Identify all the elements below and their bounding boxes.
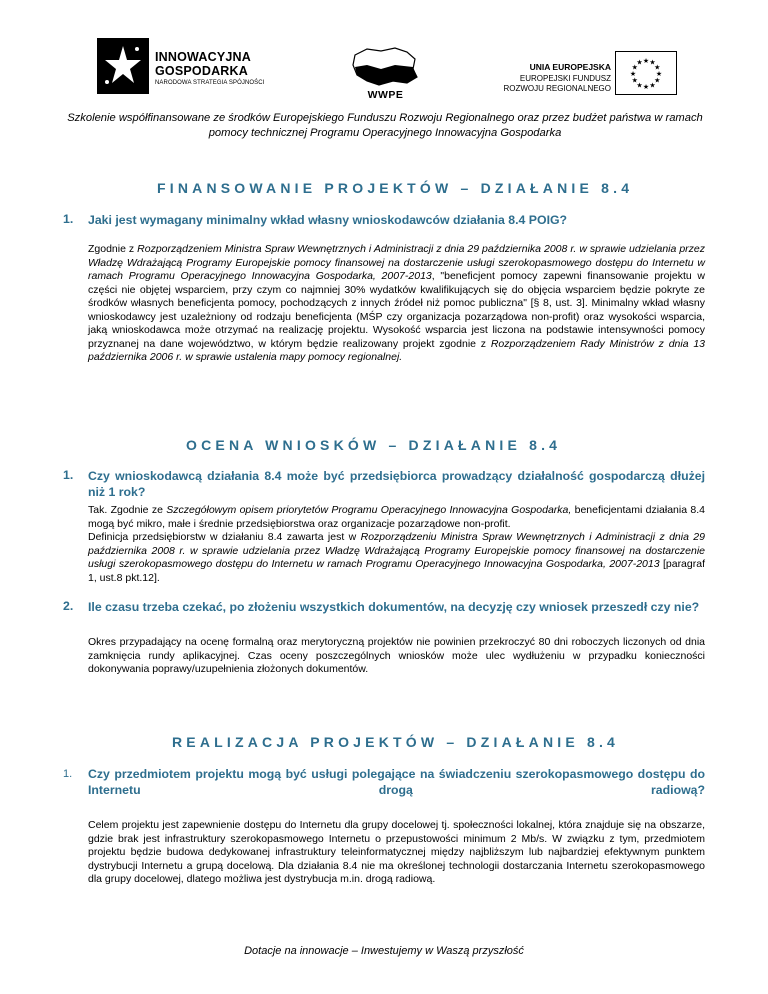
question-number: 1.: [63, 768, 73, 780]
star-logo-icon: [97, 38, 149, 94]
question-number: 1.: [63, 468, 74, 482]
eu-star-icon: ★: [654, 63, 661, 72]
wwpe-logo: [343, 45, 428, 105]
eu-star-icon: ★: [642, 83, 650, 91]
eu-star-icon: ★: [642, 57, 650, 65]
eu-line1: UNIA EUROPEJSKA: [529, 62, 611, 72]
eu-line2: EUROPEJSKI FUNDUSZ: [519, 74, 611, 83]
question-text: Czy wnioskodawcą działania 8.4 może być przedsiębiorca prowadzący działalność gospodarczą dłużej niż 1 rok?: [88, 469, 705, 499]
section-heading-realizacja: REALIZACJA PROJEKTÓW – DZIAŁANIE 8.4: [172, 734, 620, 750]
question-number: 2.: [63, 599, 74, 613]
question-text: Ile czasu trzeba czekać, po złożeniu wszystkich dokumentów, na decyzję czy wniosek przeszedł czy nie?: [88, 600, 700, 614]
answer-text: [88, 504, 705, 585]
answer-part: beneficjentami działania 8.4 mogą być mikro, małe i średnie przedsiębiorstwa oraz organizacje pozarządowe non-profit.: [88, 504, 705, 530]
answer-paragraph: [88, 504, 705, 531]
eu-star-icon: ★: [654, 76, 661, 85]
eu-star-icon: ★: [629, 70, 637, 78]
wwpe-label: WWPE: [367, 89, 404, 101]
answer-part: [paragraf 1, ust.8 pkt.12].: [88, 558, 705, 584]
question-text: Jaki jest wymagany minimalny wkład własny wnioskodawców działania 8.4 POIG?: [88, 213, 568, 227]
eu-flag-icon: [615, 51, 677, 95]
answer-text: Okres przypadający na ocenę formalną oraz merytoryczną projektów nie powinien przekroczyć 80 dni roboczych liczonych od dnia zamknięcia rundy aplikacyjnej. Czas oceny poszczególnych wniosków może ulec wydłużeniu w przypadku konieczności dokonywania poprawy/uzupełnienia złożonych dokumentów.: [88, 636, 705, 675]
answer-part: , "beneficjent pomocy zapewni finansowanie projektu w części nie objętej wsparciem, przy czym co najmniej 30% wydatków kwalifikujących się do objęcia wsparciem będzie pokryte ze środków własnych beneficjenta pomocy, pochodzących z innych źródeł niż pomoc publiczna" [§ 8, ust. 3]. Minimalny wkład własny wnioskodawcy jest uzależniony od rodzaju beneficjenta (MŚP czy organizacja pozarządowa non-profit) oraz wysokości wsparcia, jaką wnioskodawca może otrzymać na realizację projektu. Wysokość wsparcia jest liczona na podstawie intensywności pomocy przyznanej na dane województwo, w którym będzie realizowany projekt zgodnie z: [88, 270, 705, 350]
question-text-content: Czy przedmiotem projektu mogą być usługi polegające na świadczeniu szerokopasmowego dostępu do Internetu drogą radiową?: [88, 767, 705, 797]
logo-ig-line1: INNOWACYJNA: [155, 50, 251, 64]
answer-text: [88, 243, 705, 365]
question-number: 1.: [63, 212, 74, 226]
eu-star-icon: ★: [636, 81, 643, 90]
answer-paragraph: [88, 531, 705, 585]
answer-citation: Rozporządzeniu Ministra Spraw Wewnętrznych i Administracji z dnia 29 października 2008 r. w sprawie udzielania przez Władzę Wdrażającą Programy Europejskie pomocy finansowej na dostarczenie usługi szerokopasmowego dostępu do Internetu w ramach Programu Operacyjnego Innowacyjna Gospodarka, 2007-2013: [88, 531, 705, 570]
answer-part: Definicja przedsiębiorstw w działaniu 8.4 zawarta jest w: [88, 531, 361, 543]
logo-ig-line3: NARODOWA STRATEGIA SPÓJNOŚCI: [155, 80, 265, 86]
answer-text: Celem projektu jest zapewnienie dostępu do Internetu dla grupy docelowej tj. społeczności lokalnej, która znajduje się na obszarze, gdzie brak jest infrastruktury szerokopasmowego Internetu o przepustowości minimum 2 Mb/s. W związku z tym, przedmiotem projektu będzie budowa dedykowanej infrastruktury teleinformatycznej między najbliższym lub najbardziej efektywnym punktem dystrybucji Internetu a grupą docelową. Dla działania 8.4 nie ma określonej technologii dostarczania Internetu szerokopasmowego dla grupy docelowej, dlatego możliwa jest dystrybucja m.in. drogą radiową.: [88, 819, 705, 885]
question-text: [88, 766, 705, 798]
innowacyjna-gospodarka-logo: [97, 38, 272, 98]
logo-ig-line2: GOSPODARKA: [155, 64, 248, 78]
eu-line3: ROZWOJU REGIONALNEGO: [503, 84, 611, 93]
answer-citation: Rozporządzeniem Rady Ministrów z dnia 13 października 2006 r. w sprawie ustalenia mapy pomocy regionalnej.: [88, 337, 706, 363]
poland-map-icon: [349, 45, 421, 87]
eu-star-icon: ★: [655, 70, 663, 78]
eu-star-icon: ★: [649, 58, 656, 67]
section-heading-ocena: OCENA WNIOSKÓW – DZIAŁANIE 8.4: [186, 437, 562, 453]
eu-star-icon: ★: [636, 58, 643, 67]
answer-part: Tak. Zgodnie ze: [88, 504, 167, 516]
eu-star-icon: ★: [649, 81, 656, 90]
eu-star-icon: ★: [631, 63, 638, 72]
eu-star-icon: ★: [631, 76, 638, 85]
answer-part: Zgodnie z: [88, 243, 138, 255]
answer-citation: Rozporządzeniem Ministra Spraw Wewnętrznych i Administracji z dnia 29 października 2008 r. w sprawie udzielania przez Władzę Wdrażającą Programy Europejskie pomocy finansowej na dostarczenie usługi szerokopasmowego dostępu do Internetu w ramach Programu Operacyjnego Innowacyjna Gospodarka, 2007-2013: [88, 243, 705, 282]
section-heading-finansowanie: FINANSOWANIE PROJEKTÓW – DZIAŁANIE 8.4: [157, 180, 634, 196]
answer-citation: Szczegółowym opisem priorytetów Programu Operacyjnego Innowacyjna Gospodarka,: [166, 504, 572, 516]
intro-text: Szkolenie współfinansowane ze środków Europejskiego Funduszu Rozwoju Regionalnego oraz przez budżet państwa w ramach pomocy technicznej Programu Operacyjnego Innowacyjna Gospodarka: [67, 112, 703, 139]
footer-slogan: Dotacje na innowacje – Inwestujemy w Waszą przyszłość: [244, 945, 524, 957]
